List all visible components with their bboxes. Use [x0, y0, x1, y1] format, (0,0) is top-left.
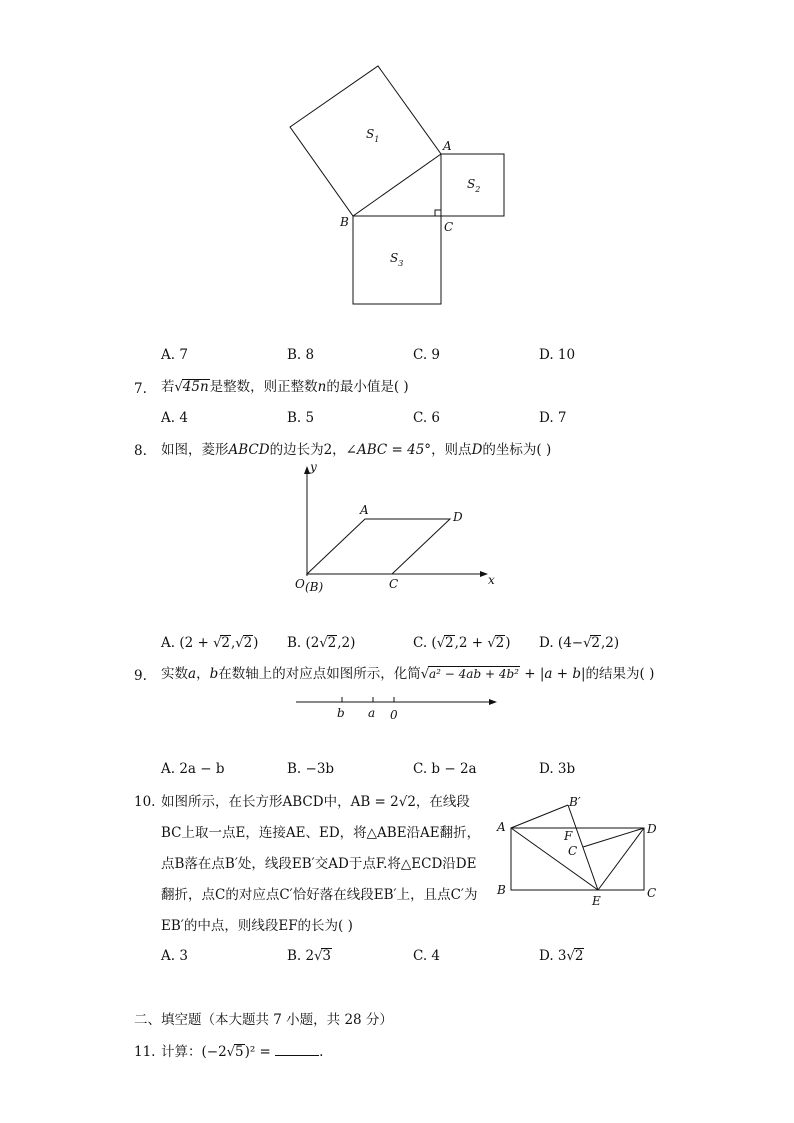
- q10-line-3: 点B落在点B′处，线段EB′交AD于点F.将△ECD沿DE: [161, 856, 477, 872]
- q9-stem: 实数a，b在数轴上的对应点如图所示，化简√a² − 4ab + 4b² + |a + b|的结果为( ): [161, 666, 655, 682]
- q8-number: 8.: [134, 443, 147, 459]
- q10-label-d: D: [647, 822, 657, 836]
- q8-label-c: C: [389, 577, 399, 591]
- q10-seg-ed: [598, 828, 644, 890]
- q8-option-d[interactable]: D. (4−√2,2): [539, 635, 620, 651]
- q8-label-y: y: [310, 460, 317, 474]
- q11-answer-blank[interactable]: [275, 1042, 319, 1056]
- q10-line-5: EB′的中点，则线段EF的长为( ): [161, 918, 353, 934]
- q10-rectangle: [511, 828, 644, 890]
- q7-number: 7.: [134, 381, 147, 397]
- label-a: A: [443, 139, 452, 153]
- q8-label-a: A: [360, 503, 369, 517]
- label-c: C: [444, 220, 454, 234]
- q10-number: 10.: [134, 794, 156, 810]
- q9-option-c[interactable]: C. b − 2a: [413, 761, 477, 777]
- q10-option-d[interactable]: D. 3√2: [539, 948, 584, 964]
- q8-option-c[interactable]: C. (√2,2 + √2): [413, 635, 511, 651]
- q8-label-b: (B): [305, 580, 324, 594]
- q7-stem: 若√45n是整数，则正整数n的最小值是( ): [161, 379, 409, 395]
- q8-label-o: O: [295, 577, 305, 591]
- q10-label-a: A: [497, 820, 506, 834]
- label-s3: $S_3$: [390, 251, 404, 268]
- q10-seg-dc-prime: [583, 828, 644, 847]
- q10-line-2: BC上取一点E，连接AE、ED，将△ABE沿AE翻折，: [161, 825, 481, 841]
- q9-number: 9.: [134, 668, 147, 684]
- q9-option-a[interactable]: A. 2a − b: [161, 761, 225, 777]
- label-s2: $S_2$: [467, 177, 481, 194]
- q8-stem: 如图，菱形ABCD的边长为2，∠ABC = 45°，则点D的坐标为( ): [161, 442, 552, 458]
- label-b: B: [340, 215, 349, 229]
- q7-option-b[interactable]: B. 5: [287, 410, 315, 426]
- q10-seg-ab-prime: [511, 805, 568, 828]
- q10-option-b[interactable]: B. 2√3: [287, 948, 331, 964]
- q10-seg-ae: [511, 828, 598, 890]
- q10-label-b: B: [497, 883, 506, 897]
- q6-option-c[interactable]: C. 9: [413, 347, 441, 363]
- q6-option-d[interactable]: D. 10: [539, 347, 576, 363]
- q9-label-a: a: [368, 706, 376, 720]
- q11-number: 11.: [134, 1044, 156, 1060]
- label-s1: $S_1$: [366, 127, 380, 144]
- q11-stem: 计算：(−2√5)² = .: [161, 1044, 324, 1060]
- q8-option-a[interactable]: A. (2 + √2,√2): [161, 635, 259, 651]
- q10-label-f: F: [564, 829, 573, 843]
- q7-option-a[interactable]: A. 4: [161, 410, 188, 426]
- q10-label-c: C: [647, 886, 657, 900]
- q6-option-b[interactable]: B. 8: [287, 347, 315, 363]
- q10-label-e: E: [592, 894, 601, 908]
- q10-option-a[interactable]: A. 3: [161, 948, 188, 964]
- q8-label-d: D: [453, 510, 463, 524]
- q10-line-4: 翻折，点C的对应点C′恰好落在线段EB′上，且点C′为: [161, 887, 478, 903]
- q10-label-c-prime: C: [568, 844, 578, 858]
- q9-option-b[interactable]: B. −3b: [287, 761, 335, 777]
- q7-option-d[interactable]: D. 7: [539, 410, 567, 426]
- section-2-title: 二、填空题（本大题共 7 小题，共 28 分）: [134, 1012, 393, 1028]
- q9-label-zero: 0: [390, 708, 398, 722]
- q6-option-a[interactable]: A. 7: [161, 347, 188, 363]
- q9-option-d[interactable]: D. 3b: [539, 761, 576, 777]
- q8-label-x: x: [488, 573, 495, 587]
- q9-label-b: b: [337, 706, 345, 720]
- q10-line-1: 如图所示，在长方形ABCD中，AB = 2√2，在线段: [161, 794, 470, 810]
- q8-option-b[interactable]: B. (2√2,2): [287, 635, 356, 651]
- q10-option-c[interactable]: C. 4: [413, 948, 441, 964]
- q10-label-b-prime: B′: [569, 795, 581, 809]
- q7-option-c[interactable]: C. 6: [413, 410, 441, 426]
